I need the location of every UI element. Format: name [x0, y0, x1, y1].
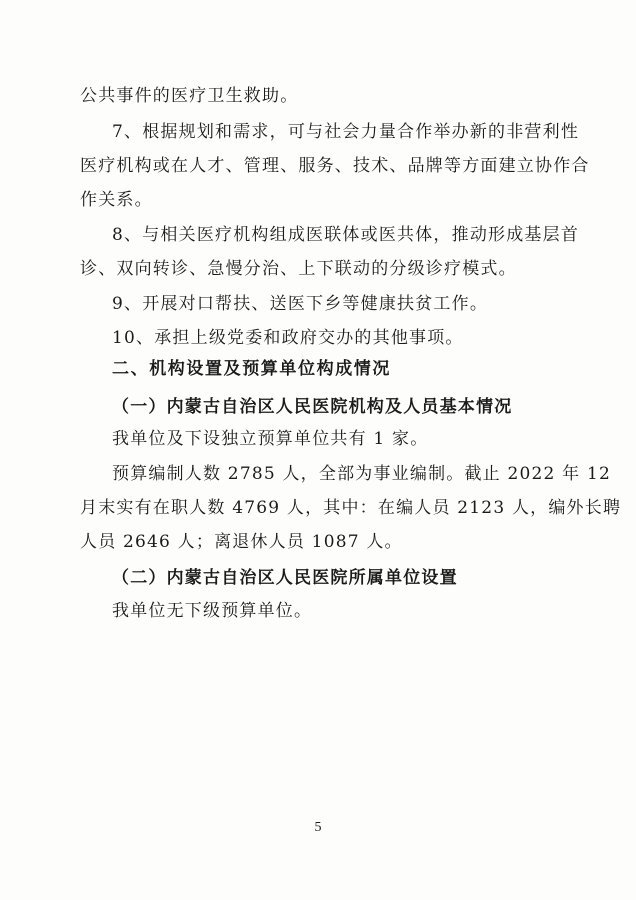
text-line-11: 我单位及下设独立预算单位共有 1 家。 [112, 429, 429, 449]
subsection-heading-2: （二）内蒙古自治区人民医院所属单位设置 [112, 568, 458, 588]
text-line-8: 10、承担上级党委和政府交办的其他事项。 [112, 328, 464, 348]
text-line-3: 医疗机构或在人才、管理、服务、技术、品牌等方面建立协作合 [80, 156, 590, 176]
text-line-14: 人员 2646 人；离退休人员 1087 人。 [80, 532, 403, 552]
text-line-4: 作关系。 [80, 190, 153, 210]
subsection-heading-1: （一）内蒙古自治区人民医院机构及人员基本情况 [112, 397, 513, 417]
text-line-7: 9、开展对口帮扶、送医下乡等健康扶贫工作。 [112, 294, 489, 314]
text-line-2: 7、根据规划和需求，可与社会力量合作举办新的非营利性 [112, 122, 580, 142]
text-line-5: 8、与相关医疗机构组成医联体或医共体，推动形成基层首 [112, 225, 580, 245]
section-heading-2: 二、机构设置及预算单位构成情况 [112, 359, 391, 379]
page-number: 5 [314, 820, 322, 835]
text-line-16: 我单位无下级预算单位。 [112, 601, 313, 621]
text-line-13: 月末实有在职人数 4769 人，其中：在编人员 2123 人，编外长聘 [80, 498, 622, 518]
text-line-12: 预算编制人数 2785 人，全部为事业编制。截止 2022 年 12 [112, 464, 611, 484]
text-line-6: 诊、双向转诊、急慢分治、上下联动的分级诊疗模式。 [80, 259, 517, 279]
text-line-1: 公共事件的医疗卫生救助。 [80, 86, 299, 106]
